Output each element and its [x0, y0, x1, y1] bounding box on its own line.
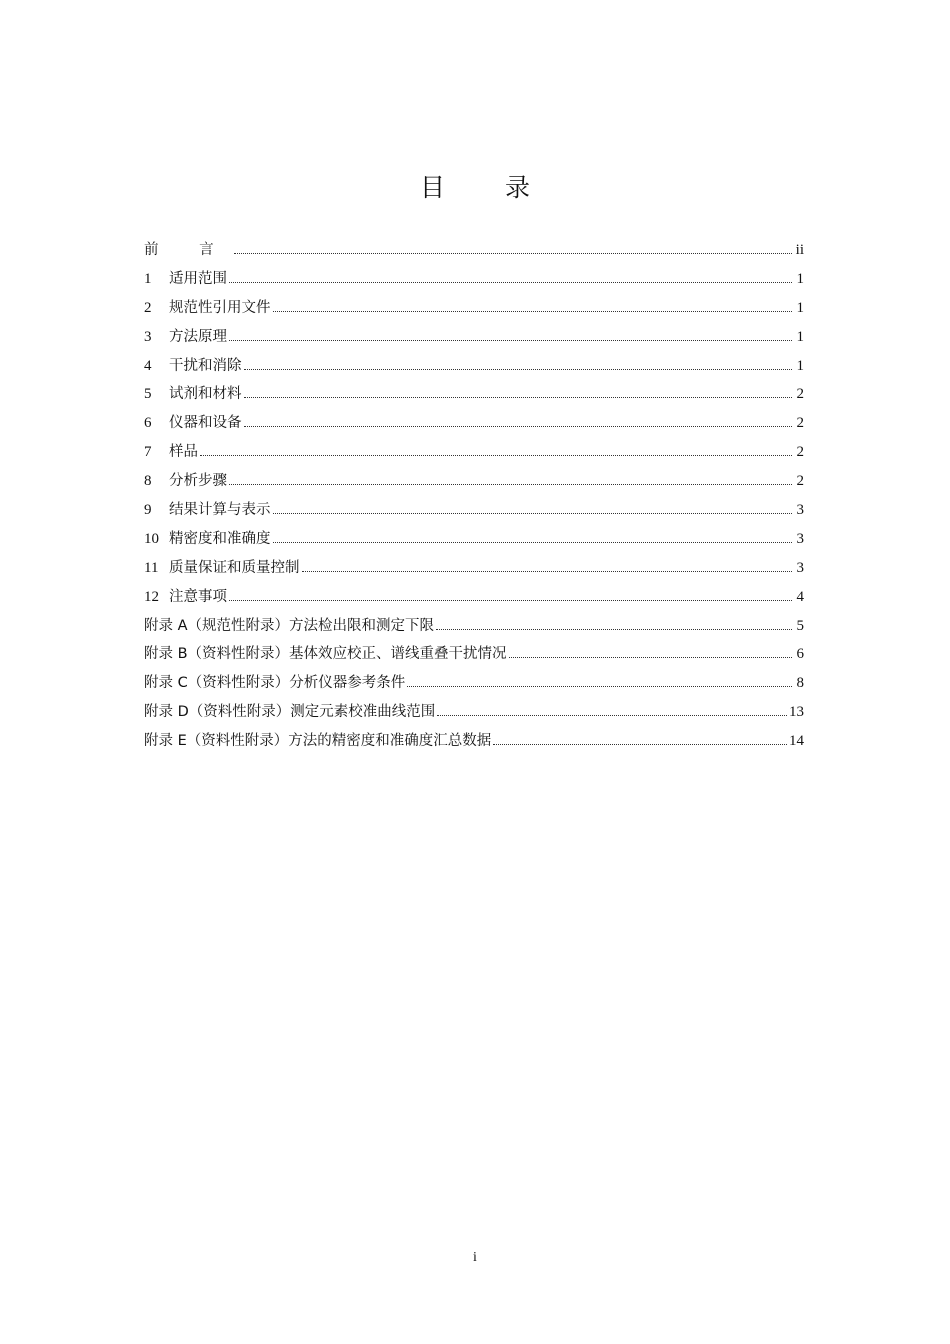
toc-entry-number: 4 — [144, 357, 152, 374]
toc-entry-8[interactable] — [144, 467, 804, 496]
toc-entry-label: 仪器和设备 — [169, 415, 242, 432]
toc-leader-dots — [229, 483, 792, 485]
toc-entry-6[interactable] — [144, 409, 804, 438]
toc-entry-label: 规范性引用文件 — [169, 299, 271, 316]
toc-leader-dots — [273, 512, 793, 514]
toc-entry-5[interactable] — [144, 380, 804, 409]
toc-entry-label: 注意事项 — [169, 588, 227, 605]
toc-leader-dots — [509, 656, 792, 658]
toc-leader-dots — [229, 339, 792, 341]
toc-entry-page: 2 — [796, 473, 804, 490]
toc-leader-dots — [436, 628, 792, 630]
toc-entry-label: 附录 D（资料性附录）测定元素校准曲线范围 — [144, 704, 436, 721]
toc-entry-label: 附录 C（资料性附录）分析仪器参考条件 — [144, 675, 406, 692]
toc-entry-label: 附录 A（规范性附录）方法检出限和测定下限 — [144, 617, 435, 634]
toc-entry-label: 结果计算与表示 — [169, 502, 271, 519]
toc-entry-number: 6 — [144, 415, 152, 432]
toc-entry-label: 分析步骤 — [169, 473, 227, 490]
toc-entry-preface[interactable] — [144, 236, 804, 265]
toc-entry-page: 5 — [796, 617, 804, 634]
toc-entry-appendix-e[interactable] — [144, 727, 804, 756]
toc-entry-label: 试剂和材料 — [169, 386, 242, 403]
toc-entry-number: 3 — [144, 328, 152, 345]
toc-leader-dots — [244, 368, 793, 370]
toc-entry-label: 附录 E（资料性附录）方法的精密度和准确度汇总数据 — [144, 733, 492, 750]
toc-entry-label: 干扰和消除 — [169, 357, 242, 374]
toc-entry-number: 8 — [144, 473, 152, 490]
toc-entry-9[interactable] — [144, 496, 804, 525]
toc-entry-page: 3 — [796, 559, 804, 576]
toc-entry-page: 6 — [796, 646, 804, 663]
toc-entry-appendix-c[interactable] — [144, 669, 804, 698]
toc-entry-1[interactable] — [144, 265, 804, 294]
toc-entry-number: 1 — [144, 270, 152, 287]
toc-leader-dots — [229, 281, 792, 283]
toc-entry-appendix-a[interactable] — [144, 612, 804, 641]
toc-entry-label: 精密度和准确度 — [169, 530, 271, 547]
toc-entry-page: 2 — [796, 444, 804, 461]
toc-leader-dots — [302, 570, 793, 572]
toc-leader-dots — [437, 714, 787, 716]
toc-entry-number: 10 — [144, 530, 159, 547]
toc-entry-label: 方法原理 — [169, 328, 227, 345]
toc-entry-appendix-b[interactable] — [144, 640, 804, 669]
toc-entry-12[interactable] — [144, 583, 804, 612]
toc-entry-11[interactable] — [144, 554, 804, 583]
table-of-contents — [144, 236, 804, 756]
toc-entry-10[interactable] — [144, 525, 804, 554]
toc-entry-page: 8 — [796, 675, 804, 692]
toc-entry-page: 2 — [796, 415, 804, 432]
toc-leader-dots — [244, 396, 793, 398]
toc-entry-4[interactable] — [144, 352, 804, 381]
toc-entry-page: 1 — [796, 357, 804, 374]
toc-entry-appendix-d[interactable] — [144, 698, 804, 727]
toc-entry-7[interactable] — [144, 438, 804, 467]
toc-entry-page: 13 — [789, 704, 804, 721]
toc-entry-label: 附录 B（资料性附录）基体效应校正、谱线重叠干扰情况 — [144, 646, 507, 663]
toc-entry-number: 5 — [144, 386, 152, 403]
toc-leader-dots — [200, 454, 792, 456]
toc-entry-page: 2 — [796, 386, 804, 403]
toc-entry-page: 1 — [796, 270, 804, 287]
toc-entry-number: 12 — [144, 588, 159, 605]
toc-entry-3[interactable] — [144, 323, 804, 352]
toc-entry-page: ii — [795, 242, 804, 258]
toc-entry-page: 3 — [796, 530, 804, 547]
toc-leader-dots — [407, 685, 792, 687]
toc-entry-label: 质量保证和质量控制 — [169, 559, 300, 576]
toc-entry-number: 2 — [144, 299, 152, 316]
toc-entry-page: 3 — [796, 502, 804, 519]
toc-entry-label: 样品 — [169, 444, 198, 461]
page-number: i — [473, 1250, 477, 1265]
toc-entry-2[interactable] — [144, 294, 804, 323]
toc-entry-page: 1 — [796, 299, 804, 316]
toc-entry-number: 9 — [144, 502, 152, 519]
toc-leader-dots — [244, 425, 793, 427]
toc-leader-dots — [273, 541, 793, 543]
toc-entry-number: 7 — [144, 444, 152, 461]
toc-entry-label: 前 言 — [144, 242, 232, 258]
toc-leader-dots — [234, 252, 792, 254]
toc-entry-number: 11 — [144, 559, 159, 576]
toc-entry-page: 4 — [796, 588, 804, 605]
toc-leader-dots — [273, 310, 793, 312]
toc-entry-page: 1 — [796, 328, 804, 345]
toc-leader-dots — [229, 599, 792, 601]
page-title: 目 录 — [420, 173, 556, 202]
toc-leader-dots — [493, 743, 787, 745]
toc-entry-page: 14 — [789, 733, 804, 750]
toc-entry-label: 适用范围 — [169, 270, 227, 287]
